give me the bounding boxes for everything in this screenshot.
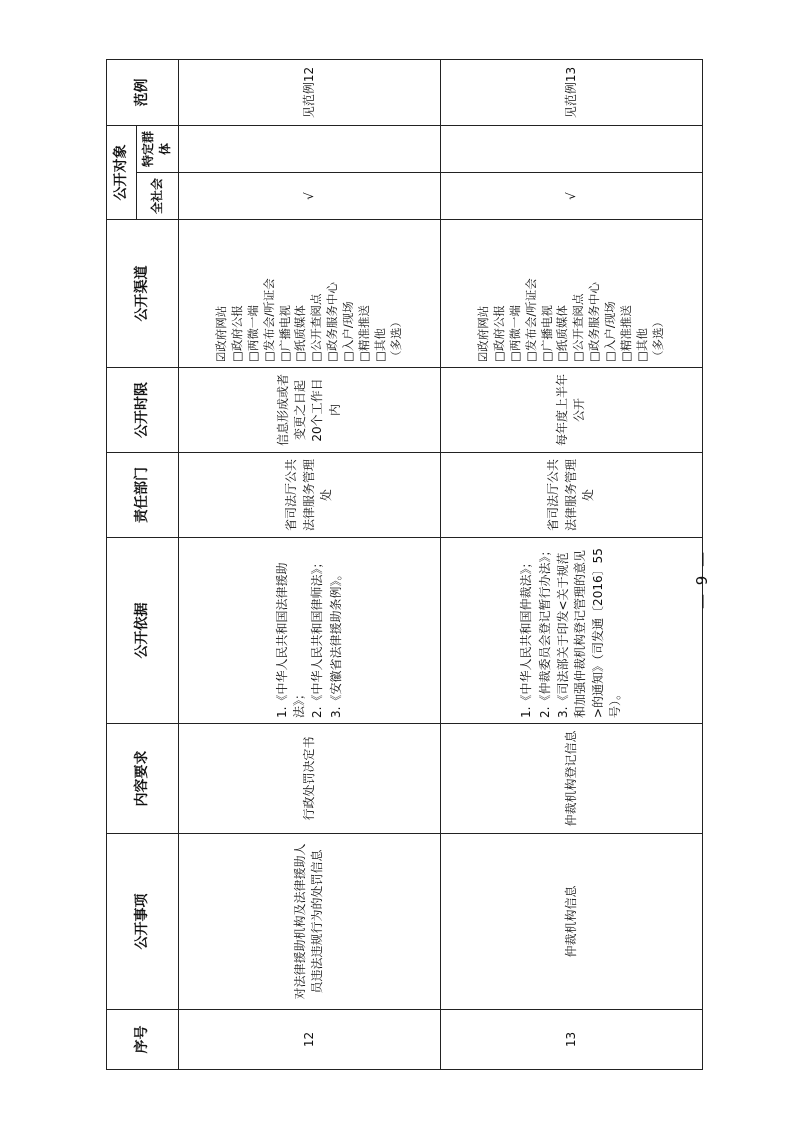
channel-option: □发布会/听证会 [261, 278, 276, 362]
channel-option: □政府公报 [491, 305, 506, 362]
row-audience-all: √ [440, 173, 702, 220]
channel-option: □两微一端 [245, 305, 260, 362]
row-index: 12 [178, 1010, 440, 1070]
channel-option: □其他 [634, 328, 649, 362]
row-deadline: 信息形成或者变更之日起20个工作日内 [178, 368, 440, 453]
row-audience-all: √ [178, 173, 440, 220]
page-number: — 9 — [693, 549, 711, 609]
row-channels [178, 220, 440, 368]
channel-option: □政务服务中心 [325, 282, 340, 362]
header-item: 公开事项 [107, 834, 179, 1010]
header-deadline: 公开时限 [107, 368, 179, 453]
channel-option: □发布会/听证会 [523, 278, 538, 362]
basis-line: 2.《中华人民共和国律师法》； [310, 556, 325, 718]
channel-option: □入户/现场 [603, 301, 617, 362]
header-channels: 公开渠道 [107, 220, 179, 368]
basis-line: 3.《司法部关于印发<关于规范和加强仲裁机构登记管理的意见>的通知》（司发通〔2016〕55号）。 [555, 548, 623, 718]
header-audience-specific: 特定群体 [137, 126, 179, 173]
row-basis [178, 538, 440, 724]
channel-option: □入户/现场 [341, 301, 355, 362]
row-basis [440, 538, 702, 724]
row-audience-specific [440, 126, 702, 173]
header-basis: 公开依据 [107, 538, 179, 724]
channel-option: □纸质媒体 [555, 305, 570, 362]
channel-option: □广播电视 [539, 305, 554, 362]
row-item: 仲裁机构信息 [440, 834, 702, 1010]
channel-option: □精准推送 [356, 305, 371, 362]
header-audience-all: 全社会 [137, 173, 179, 220]
disclosure-table [106, 59, 703, 1070]
row-example: 见范例13 [440, 60, 702, 126]
channel-option: □精准推送 [618, 305, 633, 362]
basis-line: 3.《安徽省法律援助条例》。 [328, 568, 343, 718]
channel-option: □政府公报 [229, 305, 244, 362]
row-department: 省司法厅公共法律服务管理处 [178, 453, 440, 538]
channel-option: □两微一端 [507, 305, 522, 362]
table-row [440, 60, 702, 1070]
row-department: 省司法厅公共法律服务管理处 [440, 453, 702, 538]
row-index: 13 [440, 1010, 702, 1070]
row-audience-specific [178, 126, 440, 173]
basis-line: 2.《仲裁委员会登记暂行办法》； [537, 544, 552, 718]
header-index: 序号 [107, 1010, 179, 1070]
channel-option: □广播电视 [277, 305, 292, 362]
channel-option: □政务服务中心 [587, 282, 602, 362]
channel-option: （多选） [650, 316, 665, 362]
row-example: 见范例12 [178, 60, 440, 126]
row-item: 对法律援助机构及法律援助人员违法违规行为的处罚信息 [178, 834, 440, 1010]
channel-option: □其他 [372, 328, 387, 362]
header-department: 责任部门 [107, 453, 179, 538]
table-row [178, 60, 440, 1070]
channel-option: ☑政府网站 [214, 305, 229, 362]
row-channels [440, 220, 702, 368]
header-example: 范例 [107, 60, 179, 126]
header-audience: 公开对象 [107, 126, 137, 220]
channel-option: （多选） [388, 316, 403, 362]
header-row [107, 60, 137, 1070]
row-content: 行政处罚决定书 [178, 724, 440, 834]
row-content: 仲裁机构登记信息 [440, 724, 702, 834]
channel-option: □纸质媒体 [293, 305, 308, 362]
channel-option: □公开查阅点 [309, 293, 324, 362]
basis-line: 1.《中华人民共和国法律援助法》； [274, 562, 306, 718]
header-content: 内容要求 [107, 724, 179, 834]
row-deadline: 每年度上半年公开 [440, 368, 702, 453]
channel-option: □公开查阅点 [571, 293, 586, 362]
channel-option: ☑政府网站 [476, 305, 491, 362]
basis-line: 1.《中华人民共和国仲裁法》； [519, 556, 534, 718]
